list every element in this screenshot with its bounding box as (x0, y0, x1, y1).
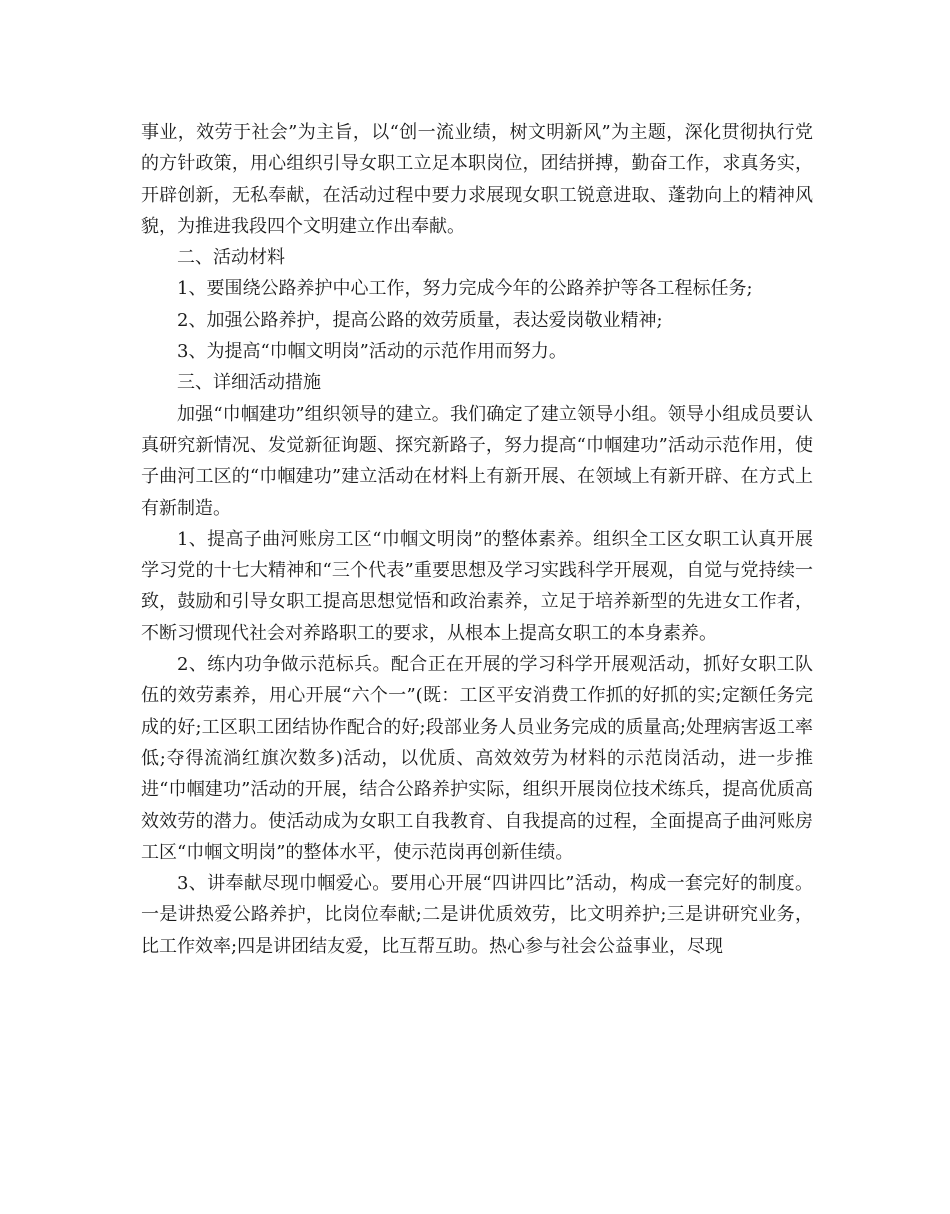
list-item-1: 1、要围绕公路养护中心工作，努力完成今年的公路养护等各工程标任务; (177, 278, 753, 300)
document-body (141, 117, 813, 962)
paragraph-intro-continuation: 事业，效劳于社会”为主旨，以“创一流业绩，树文明新风”为主题，深化贯彻执行党的方针政策，用心组织引导女职工立足本职岗位，团结拼搏，勤奋工作，求真务实，开辟创新，无私奉献，在活动过程中要力求展现女职工锐意进取、蓬勃向上的精神风貌，为推进我段四个文明建立作出奉献。 (141, 122, 813, 237)
list-item-3: 3、为提高“巾帼文明岗”活动的示范作用而努力。 (177, 341, 567, 363)
paragraph-measure-3: 3、讲奉献尽现巾帼爱心。要用心开展“四讲四比”活动，构成一套完好的制度。一是讲热爱公路养护，比岗位奉献;二是讲优质效劳，比文明养护;三是讲研究业务，比工作效率;四是讲团结友爱，比互帮互助。热心参与社会公益事业，尽现 (141, 873, 813, 957)
section-heading-detailed-measures: 三、详细活动措施 (177, 372, 321, 394)
section-heading-activity-materials: 二、活动材料 (177, 247, 285, 269)
paragraph-measure-2: 2、练内功争做示范标兵。配合正在开展的学习科学开展观活动，抓好女职工队伍的效劳素养，用心开展“六个一”(既：工区平安消费工作抓的好抓的实;定额任务完成的好;工区职工团结协作配合的好;段部业务人员业务完成的质量高;处理病害返工率低;夺得流淌红旗次数多)活动，以优质、高效效劳为材料的示范岗活动，进一步推进“巾帼建功”活动的开展，结合公路养护实际，组织开展岗位技术练兵，提高优质高效效劳的潜力。使活动成为女职工自我教育、自我提高的过程，全面提高子曲河账房工区“巾帼文明岗”的整体水平，使示范岗再创新佳绩。 (141, 654, 813, 863)
paragraph-leadership: 加强“巾帼建功”组织领导的建立。我们确定了建立领导小组。领导小组成员要认真研究新情况、发觉新征询题、探究新路子，努力提高“巾帼建功”活动示范作用，使子曲河工区的“巾帼建功”建立活动在材料上有新开展、在领域上有新开辟、在方式上有新制造。 (141, 403, 813, 519)
paragraph-measure-1: 1、提高子曲河账房工区“巾帼文明岗”的整体素养。组织全工区女职工认真开展学习党的十七大精神和“三个代表”重要思想及学习实践科学开展观，自觉与党持续一致，鼓励和引导女职工提高思想觉悟和政治素养，立足于培养新型的先进女工作者，不断习惯现代社会对养路职工的要求，从根本上提高女职工的本身素养。 (141, 528, 813, 644)
list-item-2: 2、加强公路养护，提高公路的效劳质量，表达爱岗敬业精神; (177, 309, 663, 331)
